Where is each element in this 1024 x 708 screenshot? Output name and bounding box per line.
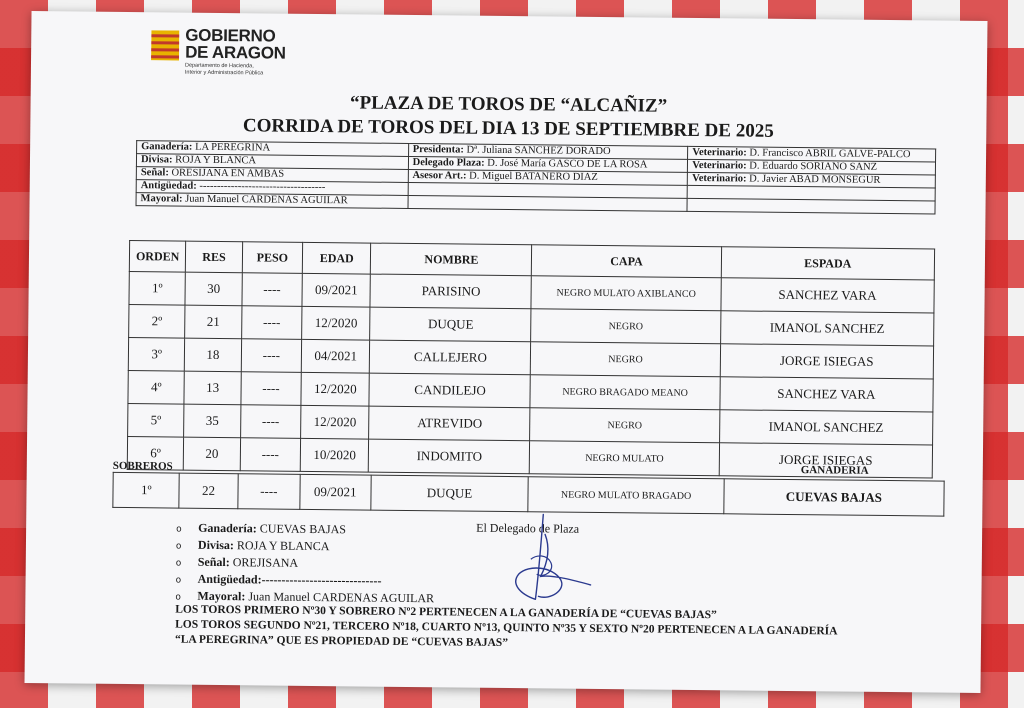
- header-cell: ESPADA: [721, 247, 935, 280]
- res-cell: 21: [185, 305, 242, 339]
- logo-sub-1: Departamento de Hacienda,: [184, 62, 254, 70]
- peso-cell: ----: [241, 306, 302, 340]
- orden-cell: 5º: [128, 404, 185, 438]
- peso-cell: ----: [241, 339, 302, 373]
- res-cell: 13: [184, 371, 241, 405]
- presidenta-label: Presidenta:: [412, 144, 464, 156]
- sob-ganaderia-value: CUEVAS BAJAS: [259, 521, 347, 537]
- sobreros-label: SOBREROS: [112, 459, 173, 473]
- peso-cell: ----: [237, 474, 300, 510]
- nombre-cell: ATREVIDO: [369, 406, 530, 441]
- nombre-cell: INDOMITO: [369, 439, 530, 474]
- peso-cell: ----: [241, 372, 302, 406]
- senal-label: Señal:: [140, 167, 169, 179]
- sobrero-details: [175, 521, 435, 609]
- orden-cell: 3º: [128, 338, 185, 372]
- asesor-label: Asesor Art.:: [412, 170, 467, 182]
- veterinario-1: D. Francisco ABRIL GALVE-PALCO: [749, 147, 911, 161]
- peso-cell: ----: [240, 405, 301, 439]
- res-cell: 22: [179, 473, 238, 509]
- sob-mayoral-value: Juan Manuel CARDENAS AGUILAR: [248, 589, 435, 606]
- header-cell: CAPA: [532, 245, 721, 278]
- res-cell: 20: [184, 437, 241, 471]
- capa-cell: NEGRO: [531, 309, 721, 344]
- ganaderia-column-label: GANADERIA: [800, 464, 869, 477]
- note-line-2: LOS TOROS SEGUNDO Nº21, TERCERO Nº18, CUARTO Nº13, QUINTO Nº35 Y SEXTO Nº20 PERTENECEN A LA GANADERÍA: [175, 618, 838, 638]
- veterinario-3: D. Javier ABAD MONSEGUR: [749, 173, 881, 186]
- sob-divisa-label: Divisa:: [197, 537, 235, 553]
- edad-cell: 12/2020: [301, 372, 370, 406]
- document-sheet: [25, 11, 988, 693]
- edad-cell: 09/2021: [300, 474, 371, 510]
- header-cell: PESO: [242, 242, 303, 274]
- note-line-1: LOS TOROS PRIMERO Nº30 Y SOBRERO Nº2 PERTENECEN A LA GANADERÍA DE “CUEVAS BAJAS”: [175, 603, 717, 622]
- delegado-label: Delegado Plaza:: [412, 157, 485, 169]
- peso-cell: ----: [242, 273, 303, 307]
- delegado-firma-label: El Delegado de Plaza: [476, 520, 580, 536]
- logo-line-1: GOBIERNO: [185, 25, 276, 46]
- nombre-cell: DUQUE: [370, 307, 531, 342]
- capa-cell: NEGRO: [531, 342, 721, 377]
- edad-cell: 12/2020: [302, 306, 371, 340]
- espada-cell: SANCHEZ VARA: [720, 377, 934, 412]
- veterinario-2: D. Eduardo SORIANO SANZ: [749, 160, 878, 173]
- ganaderia-cell: CUEVAS BAJAS: [724, 479, 945, 516]
- sob-divisa-value: ROJA Y BLANCA: [236, 538, 330, 554]
- header-cell: ORDEN: [129, 241, 186, 273]
- asesor-value: D. Miguel BATANERO DIAZ: [469, 170, 598, 183]
- espada-cell: IMANOL SANCHEZ: [720, 311, 934, 346]
- note-line-3: “LA PEREGRINA” QUE ES PROPIEDAD DE “CUEVAS BAJAS”: [174, 633, 509, 650]
- title-line-2: CORRIDA DE TOROS DEL DIA 13 DE SEPTIEMBRE DE 2025: [242, 115, 774, 142]
- sob-antiguedad-value: ------------------------------: [261, 572, 382, 588]
- orden-cell: 2º: [129, 305, 186, 339]
- orden-cell: 6º: [127, 437, 184, 471]
- header-cell: EDAD: [302, 242, 371, 274]
- edad-cell: 10/2020: [300, 438, 369, 472]
- antiguedad-value: ------------------------------------: [199, 180, 326, 194]
- header-cell: RES: [186, 241, 243, 273]
- header-cell: NOMBRE: [371, 243, 532, 276]
- nombre-cell: PARISINO: [370, 274, 531, 309]
- res-cell: 35: [184, 404, 241, 438]
- nombre-cell: DUQUE: [370, 475, 528, 512]
- peso-cell: ----: [240, 438, 301, 472]
- nombre-cell: CALLEJERO: [370, 340, 531, 375]
- espada-cell: JORGE ISIEGAS: [719, 443, 933, 478]
- senal-value: ORESIJANA EN AMBAS: [171, 167, 285, 180]
- bulls-table: [127, 240, 935, 478]
- espada-cell: IMANOL SANCHEZ: [719, 410, 933, 445]
- espada-cell: SANCHEZ VARA: [721, 278, 935, 313]
- info-table: [136, 140, 937, 214]
- bullet-marker: o: [175, 541, 182, 552]
- ganaderia-value: LA PEREGRINA: [195, 141, 271, 154]
- veterinario-label: Veterinario:: [692, 159, 747, 172]
- sob-ganaderia-label: Ganadería:: [198, 520, 257, 536]
- title-line-1: “PLAZA DE TOROS DE “ALCAÑIZ”: [349, 92, 668, 117]
- edad-cell: 09/2021: [302, 273, 371, 307]
- mayoral-value: Juan Manuel CARDENAS AGUILAR: [185, 193, 348, 207]
- espada-cell: JORGE ISIEGAS: [720, 344, 934, 379]
- res-cell: 30: [185, 272, 242, 306]
- ganaderia-label: Ganadería:: [141, 141, 193, 153]
- antiguedad-label: Antigüedad:: [140, 180, 197, 192]
- divisa-label: Divisa:: [140, 154, 173, 166]
- signature-scribble: [480, 504, 621, 615]
- veterinario-label: Veterinario:: [692, 172, 747, 185]
- logo-line-2: DE ARAGON: [185, 42, 286, 63]
- res-cell: 18: [185, 338, 242, 372]
- orden-cell: 4º: [128, 371, 185, 405]
- veterinario-label: Veterinario:: [692, 146, 747, 159]
- capa-cell: NEGRO MULATO: [530, 441, 720, 476]
- delegado-value: D. José María GASCO DE LA ROSA: [487, 157, 648, 171]
- nombre-cell: CANDILEJO: [369, 373, 530, 408]
- bullet-marker: o: [175, 558, 182, 569]
- divisa-value: ROJA Y BLANCA: [175, 154, 257, 167]
- capa-cell: NEGRO BRAGADO MEANO: [530, 375, 720, 410]
- presidenta-value: Dª. Juliana SANCHEZ DORADO: [466, 144, 611, 158]
- sob-senal-value: OREJISANA: [232, 555, 299, 570]
- bullet-marker: o: [175, 592, 181, 603]
- capa-cell: NEGRO MULATO BRAGADO: [528, 477, 724, 514]
- capa-cell: NEGRO MULATO AXIBLANCO: [531, 276, 721, 311]
- sob-antiguedad-label: Antigüedad:: [197, 571, 262, 587]
- capa-cell: NEGRO: [530, 408, 720, 443]
- logo-sub-2: Interior y Administración Pública: [184, 69, 264, 77]
- bullet-marker: o: [176, 524, 182, 535]
- bullet-marker: o: [175, 575, 182, 586]
- mayoral-label: Mayoral:: [140, 193, 183, 205]
- edad-cell: 12/2020: [301, 405, 370, 439]
- orden-cell: 1º: [129, 272, 186, 306]
- edad-cell: 04/2021: [301, 339, 370, 373]
- sob-mayoral-label: Mayoral:: [197, 588, 246, 604]
- aragon-flag-icon: [151, 30, 179, 60]
- notes-block: [175, 603, 838, 655]
- orden-cell: 1º: [113, 472, 180, 508]
- sob-senal-label: Señal:: [197, 554, 230, 570]
